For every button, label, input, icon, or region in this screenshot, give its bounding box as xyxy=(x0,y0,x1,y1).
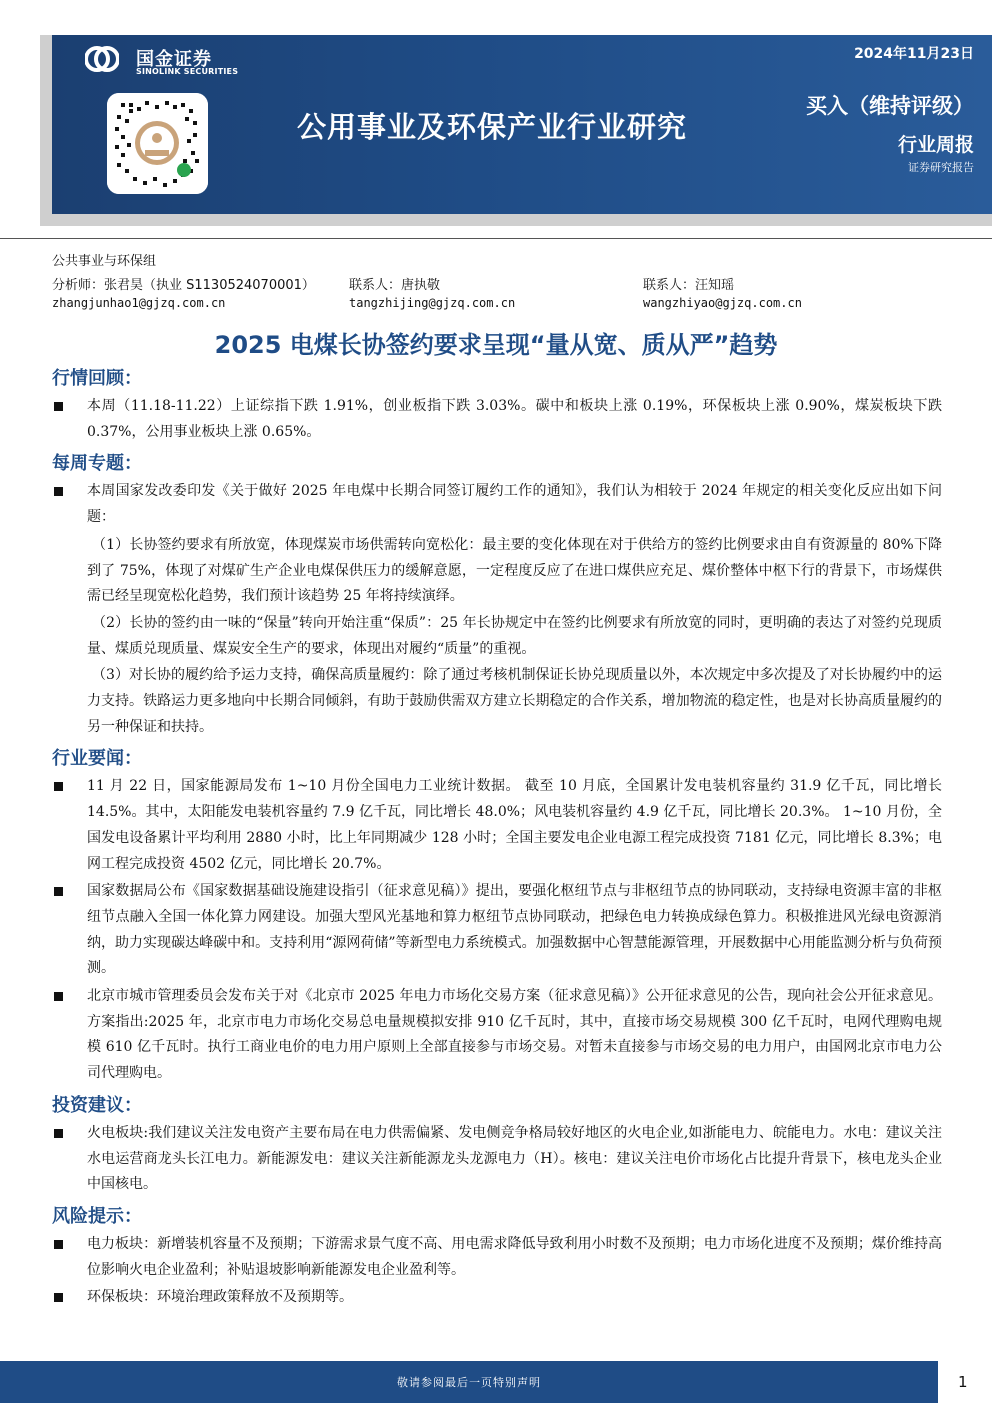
weekly-points xyxy=(52,533,942,741)
header-divider xyxy=(0,238,992,239)
brand-name-en: SINOLINK SECURITIES xyxy=(136,67,239,76)
header-shadow xyxy=(40,35,52,226)
advice-bullet-text: 火电板块:我们建议关注发电资产主要布局在电力供需偏紧、发电侧竞争格局较好地区的火电企业,如浙能电力、皖能电力。水电：建议关注水电运营商龙头长江电力。新能源发电：建议关注新能源龙头龙源电力（H）。核电：建议关注电价市场化占比提升背景下，核电龙头企业中国核电。 xyxy=(87,1124,942,1193)
risk-bullet xyxy=(52,1285,942,1311)
analyst-3-email[interactable]: wangzhiyao@gjzq.com.cn xyxy=(643,296,802,310)
section-title-market: 行情回顾： xyxy=(52,368,142,389)
news-bullet-text-2: 国家数据局公布《国家数据基础设施建设指引（征求意见稿）》提出，要强化枢纽节点与非枢纽节点的协同联动，支持绿电资源丰富的非枢纽节点融入全国一体化算力网建设。加强大型风光基地和算力枢纽节点协同联动，把绿色电力转换成绿色算力。积极推进风光绿电资源消纳，助力实现碳达峰碳中和。支持利用“源网荷储”等新型电力系统模式。加强数据中心智慧能源管理，开展数据中心用能监测分析与负荷预测。 xyxy=(87,883,942,977)
bullet-square-icon xyxy=(54,1240,63,1249)
advice-bullet xyxy=(52,1121,942,1198)
footer-disclaimer-note: 敬请参阅最后一页特别声明 xyxy=(397,1376,541,1389)
bullet-square-icon xyxy=(54,782,63,791)
analyst-2-email[interactable]: tangzhijing@gjzq.com.cn xyxy=(349,296,516,310)
section-title-advice: 投资建议： xyxy=(52,1094,142,1116)
qr-code xyxy=(107,93,208,194)
analyst-2-name: 联系人：唐执敬 xyxy=(349,278,441,293)
report-type: 行业周报 xyxy=(897,134,974,156)
sinolink-logo-icon xyxy=(85,45,119,73)
analyst-3-name: 联系人：汪知瑶 xyxy=(643,278,735,293)
news-bullet-text-1: 11 月 22 日，国家能源局发布 1~10 月份全国电力工业统计数据。 截至 10 月底，全国累计发电装机容量约 31.9 亿千瓦，同比增长 14.5%。其中，太阳能发电装机容量约 7.9 亿千瓦，同比增长 48.0%；风电装机容量约 4.9 亿千瓦，同比增长 20.3%。 1~10 月份，全国发电设备累计平均利用 2880 小时，比上年同期减少 128 小时；全国主要发电企业电源工程完成投资 7181 亿元，同比增长 8.3%；电网工程完成投资 4502 亿元，同比增长 20.7%。 xyxy=(87,778,942,872)
section-title-news: 行业要闻： xyxy=(52,748,142,770)
analyst-1-email[interactable]: zhangjunhao1@gjzq.com.cn xyxy=(52,296,226,310)
report-body xyxy=(52,366,942,1313)
weekly-bullet xyxy=(52,479,942,530)
weekly-point-3: （3）对长协的履约给予运力支持，确保高质量履约：除了通过考核机制保证长协兑现质量以外，本次规定中多次提及了对长协履约中的运力支持。铁路运力更多地向中长期合同倾斜，有助于鼓励供需双方建立长期稳定的合作关系，增加物流的稳定性，也是对长协高质量履约的另一种保证和扶持。 xyxy=(87,667,942,735)
header-band xyxy=(52,35,992,214)
header-shadow-bottom xyxy=(40,214,992,226)
news-bullet-text-3: 北京市城市管理委员会发布关于对《北京市 2025 年电力市场化交易方案（征求意见稿）》公开征求意见的公告，现向社会公开征求意见。方案指出:2025 年，北京市电力市场化交易总电量规模拟安排 910 亿千瓦时，其中，直接市场交易规模 300 亿千瓦时，电网代理购电规模 610 亿千瓦时。执行工商业电价的电力用户原则上全部直接参与市场交易。对暂未直接参与市场交易的电力用户，由国网北京市电力公司代理购电。 xyxy=(87,988,942,1082)
bullet-square-icon xyxy=(54,992,63,1001)
news-bullet xyxy=(52,774,942,877)
brand-name-cn: 国金证券 xyxy=(136,49,212,70)
bullet-square-icon xyxy=(54,1293,63,1302)
bullet-square-icon xyxy=(54,487,63,496)
weekly-bullet-text: 本周国家发改委印发《关于做好 2025 年电煤中长期合同签订履约工作的通知》，我们认为相较于 2024 年规定的相关变化反应出如下问题： xyxy=(87,483,942,526)
qr-code-icon xyxy=(107,93,208,194)
report-date: 2024年11月23日 xyxy=(854,46,974,62)
risk-bullet-text-1: 电力板块：新增装机容量不及预期；下游需求景气度不高、用电需求降低导致利用小时数不及预期；电力市场化进度不及预期；煤价维持高位影响火电企业盈利；补贴退坡影响新能源发电企业盈利等。 xyxy=(87,1235,942,1278)
research-group: 公共事业与环保组 xyxy=(52,254,157,269)
investment-rating: 买入（维持评级） xyxy=(806,94,974,118)
bullet-square-icon xyxy=(54,887,63,896)
section-title-weekly: 每周专题： xyxy=(52,453,142,475)
news-bullet xyxy=(52,984,942,1087)
page-number: 1 xyxy=(958,1373,968,1391)
market-bullet xyxy=(52,394,942,445)
market-bullet-text: 本周（11.18-11.22）上证综指下跌 1.91%，创业板指下跌 3.03%。碳中和板块上涨 0.19%，环保板块上涨 0.90%，煤炭板块下跌 0.37%，公用事业板块上涨 0.65%。 xyxy=(87,398,942,440)
bullet-square-icon xyxy=(54,402,63,411)
weekly-point-1: （1）长协签约要求有所放宽，体现煤炭市场供需转向宽松化：最主要的变化体现在对于供给方的签约比例要求由自有资源量的 80%下降到了 75%，体现了对煤矿生产企业电煤保供压力的缓解意愿，一定程度反应了在进口煤供应充足、煤价整体中枢下行的背景下，市场煤供需已经呈现宽松化趋势，我们预计该趋势 25 年将持续演绎。 xyxy=(87,536,942,605)
report-headline: 2025 电煤长协签约要求呈现“量从宽、质从严”趋势 xyxy=(214,331,778,359)
section-title-risk: 风险提示： xyxy=(52,1205,142,1227)
report-title: 公用事业及环保产业行业研究 xyxy=(297,110,688,144)
analyst-1-name: 分析师：张君昊（执业 S1130524070001） xyxy=(52,278,315,293)
report-category: 证券研究报告 xyxy=(908,161,974,174)
bullet-square-icon xyxy=(54,1129,63,1138)
weekly-point-2: （2）长协的签约由一味的“保量”转向开始注重“保质”：25 年长协规定中在签约比例要求有所放宽的同时，更明确的表达了对签约兑现质量、煤质兑现质量、煤炭安全生产的要求，体现出对履约“质量”的重视。 xyxy=(87,614,942,657)
risk-bullet-text-2: 环保板块：环境治理政策释放不及预期等。 xyxy=(87,1289,353,1306)
risk-bullet xyxy=(52,1232,942,1283)
news-bullet xyxy=(52,879,942,982)
report-header xyxy=(40,35,992,226)
